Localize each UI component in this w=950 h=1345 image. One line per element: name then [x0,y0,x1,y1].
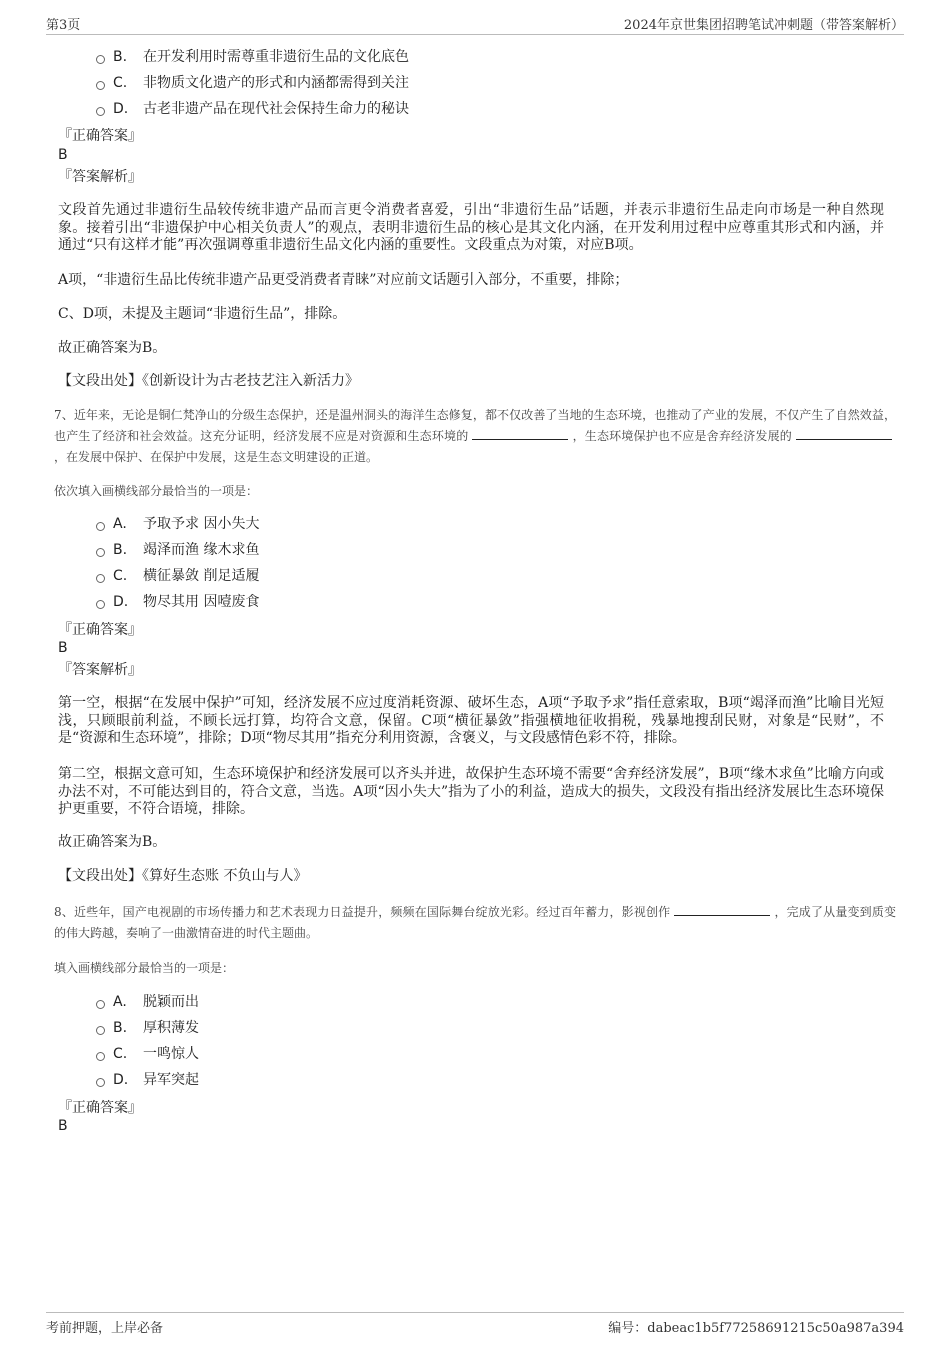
q8-stem-part: 8、近些年，国产电视剧的市场传播力和艺术表现力日益提升，频频在国际舞台绽放光彩。经过百年蓄力，影视创作 [54,905,671,919]
q8-option-c[interactable] [96,1043,199,1065]
radio-icon[interactable] [96,107,105,116]
q8-option-b[interactable] [96,1017,199,1039]
option-text: 异军突起 [143,1072,199,1088]
option-letter: C. [113,1046,128,1062]
page-header [46,12,904,35]
q7-prompt: 依次填入画横线部分最恰当的一项是： [54,484,259,498]
option-text: 非物质文化遗产的形式和内涵都需得到关注 [143,75,409,91]
q6-analysis-paragraph: A项，“非遗衍生品比传统非遗产品更受消费者青睐”对应前文话题引入部分，不重要，排除； [58,272,629,288]
radio-icon[interactable] [96,522,105,531]
q8-option-a[interactable] [96,991,199,1013]
fill-blank [472,427,568,440]
q7-option-a[interactable] [96,513,259,535]
q6-analysis-paragraph: 文段首先通过非遗衍生品较传统非遗产品而言更令消费者喜爱，引出“非遗衍生品”话题，并表示非遗衍生品走向市场是一种自然现象。接着引出“非遗保护中心相关负责人”的观点，表明非遗衍生品的核心是其文化内涵，在开发利用过程中应尊重其形式和内涵，并通过“只有这样才能”再次强调尊重非遗衍生品文化内涵的重要性。文段重点为对策，对应B项。 [58,202,884,253]
q7-stem-part: ，生态环境保护也不应是舍弃经济发展的 [572,429,792,443]
radio-icon[interactable] [96,574,105,583]
option-text: 古老非遗产品在现代社会保持生命力的秘诀 [143,101,409,117]
q7-answer-label: 『正确答案』 [58,622,142,638]
q7-analysis-paragraph: 故正确答案为B。 [58,834,167,850]
q8-option-d[interactable] [96,1069,199,1091]
q6-option-c[interactable] [96,72,409,94]
q6-analysis-label: 『答案解析』 [58,169,142,185]
option-letter: A. [113,994,127,1010]
q7-option-d[interactable] [96,591,259,613]
q6-answer-label: 『正确答案』 [58,128,142,144]
q8-prompt: 填入画横线部分最恰当的一项是： [54,961,235,975]
q6-analysis-paragraph: 故正确答案为B。 [58,340,167,356]
radio-icon[interactable] [96,1078,105,1087]
document-title: 2024年京世集团招聘笔试冲刺题（带答案解析） [623,18,904,33]
option-letter: D. [113,594,129,610]
option-letter: D. [113,101,129,117]
q8-stem-part: ，完成了从量变到质变的伟大跨越，奏响了一曲激情奋进的时代主题曲。 [54,905,896,940]
q7-stem-part: 7、近年来，无论是铜仁梵净山的分级生态保护，还是温州洞头的海洋生态修复，都不仅改善了当地的生态环境，也推动了产业的发展，不仅产生了自然效益，也产生了经济和社会效益。这充分证明，经济发展不应是对资源和生态环境的 [54,408,896,443]
radio-icon[interactable] [96,548,105,557]
radio-icon[interactable] [96,1026,105,1035]
q8-answer: B [58,1118,68,1134]
option-letter: C. [113,75,128,91]
q7-analysis-paragraph: 第二空，根据文意可知，生态环境保护和经济发展可以齐头并进，故保护生态环境不需要“舍弃经济发展”，B项“缘木求鱼”比喻方向或办法不对，不可能达到目的，符合文意，当选。A项“因小失大”指为了小的利益，造成大的损失，文段没有指出经济发展比生态环境保护更重要，不符合语境，排除。 [58,766,884,817]
option-text: 竭泽而渔 缘木求鱼 [143,542,260,558]
option-text: 脱颖而出 [143,994,199,1010]
q6-analysis-paragraph: C、D项，未提及主题词“非遗衍生品”，排除。 [58,306,347,322]
q8-answer-label: 『正确答案』 [58,1100,142,1116]
page-footer [46,1312,904,1337]
q7-stem-part: ，在发展中保护、在保护中发展，这是生态文明建设的正道。 [54,450,379,464]
q6-source: 【文段出处】《创新设计为古老技艺注入新活力》 [58,373,359,389]
q7-option-b[interactable] [96,539,259,561]
radio-icon[interactable] [96,1052,105,1061]
document-id: 编号：dabeac1b5f77258691215c50a987a394 [608,1321,904,1336]
q6-answer: B [58,147,68,163]
page-number: 第3页 [46,18,81,33]
q7-analysis-paragraph: 第一空，根据“在发展中保护”可知，经济发展不应过度消耗资源、破坏生态，A项“予取予求”指任意索取，B项“竭泽而渔”比喻目光短浅，只顾眼前利益，不顾长远打算，均符合文意，保留。C项“横征暴敛”指强横地征收捐税，残暴地搜刮民财，对象是“民财”，不是“资源和生态环境”，排除；D项“物尽其用”指充分利用资源，含褒义，与文段感情色彩不符，排除。 [58,695,884,746]
option-letter: A. [113,516,127,532]
option-letter: C. [113,568,128,584]
q6-option-b[interactable] [96,46,409,68]
radio-icon[interactable] [96,55,105,64]
q7-analysis-label: 『答案解析』 [58,662,142,678]
radio-icon[interactable] [96,81,105,90]
option-text: 横征暴敛 削足适履 [143,568,260,584]
q7-option-c[interactable] [96,565,259,587]
option-text: 一鸣惊人 [143,1046,199,1062]
q6-option-d[interactable] [96,98,409,120]
radio-icon[interactable] [96,600,105,609]
option-letter: B. [113,1020,128,1036]
q7-answer: B [58,640,68,656]
option-letter: B. [113,49,128,65]
q8-stem [54,902,896,944]
q7-source: 【文段出处】《算好生态账 不负山与人》 [58,868,308,884]
option-text: 厚积薄发 [143,1020,199,1036]
fill-blank [674,903,770,916]
fill-blank [796,427,892,440]
option-letter: D. [113,1072,129,1088]
option-text: 物尽其用 因噎废食 [143,594,260,610]
option-text: 予取予求 因小失大 [143,516,260,532]
radio-icon[interactable] [96,1000,105,1009]
option-text: 在开发利用时需尊重非遗衍生品的文化底色 [143,49,409,65]
footer-slogan: 考前押题，上岸必备 [46,1321,164,1336]
option-letter: B. [113,542,128,558]
q7-stem [54,405,896,468]
